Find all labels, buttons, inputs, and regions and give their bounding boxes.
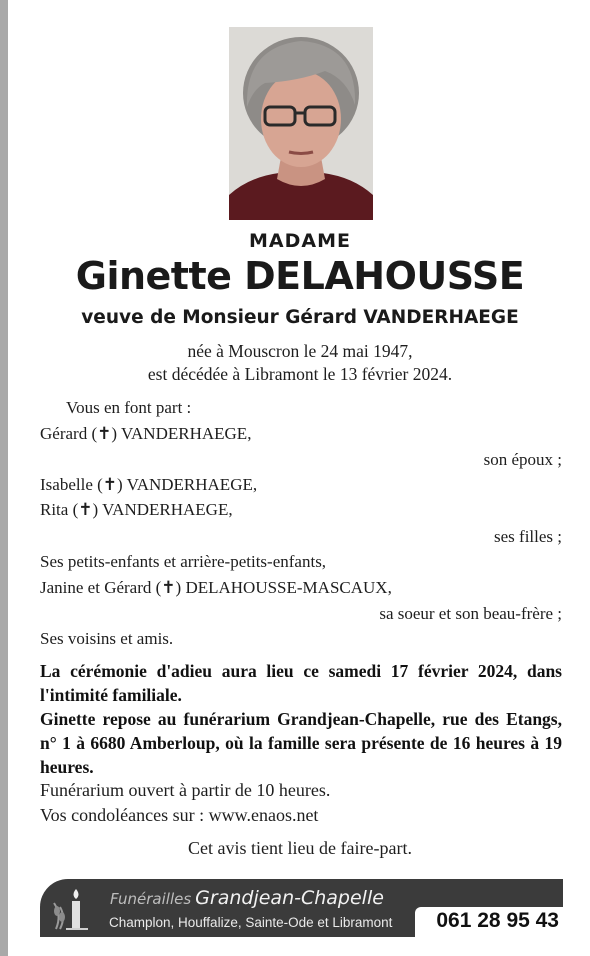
opening-hours: Funérarium ouvert à partir de 10 heures.	[40, 780, 331, 800]
widow-of: veuve de Monsieur Gérard VANDERHAEGE	[81, 307, 519, 328]
portrait-photo	[229, 27, 373, 220]
announcement-line: Gérard (✝) VANDERHAEGE,	[40, 424, 252, 443]
funerarium-paragraph: Ginette repose au funérarium Grandjean-Chapelle, rue des Etangs, n° 1 à 6680 Amberloup, où la famille sera présente de 16 heures à 19 heures.	[40, 709, 562, 777]
announcement-line: Janine et Gérard (✝) DELAHOUSSE-MASCAUX,	[40, 578, 392, 597]
announcement-line: ses filles ;	[494, 527, 562, 546]
phone-number: 061 28 95 43	[436, 909, 559, 932]
deceased-name: Ginette DELAHOUSSE	[75, 254, 525, 298]
brand-prefix: Funérailles	[110, 890, 192, 908]
announcement-intro: Vous en font part :	[66, 398, 192, 417]
announcement-line: Isabelle (✝) VANDERHAEGE,	[40, 475, 258, 494]
phone-box	[415, 907, 563, 937]
funeral-home-banner	[40, 879, 563, 937]
announcement-line: Ses voisins et amis.	[40, 629, 174, 648]
brand-locations: Champlon, Houffalize, Sainte-Ode et Libramont	[109, 915, 393, 930]
birth-line: née à Mouscron le 24 mai 1947,	[187, 341, 413, 361]
title-madame: MADAME	[249, 230, 351, 252]
announcement-line: sa soeur et son beau-frère ;	[379, 604, 562, 623]
announcement-line: son époux ;	[483, 450, 562, 469]
announcement-line: Ses petits-enfants et arrière-petits-enfants,	[40, 552, 327, 571]
brand-title: Grandjean-Chapelle	[195, 887, 384, 909]
condolences-line: Vos condoléances sur : www.enaos.net	[40, 805, 319, 825]
closing-note: Cet avis tient lieu de faire-part.	[188, 838, 412, 858]
brand-name	[110, 887, 384, 909]
candle-icon	[48, 885, 96, 933]
ceremony-paragraph: La cérémonie d'adieu aura lieu ce samedi 17 février 2024, dans l'intimité familiale.	[40, 661, 562, 705]
announcement-line: Rita (✝) VANDERHAEGE,	[40, 500, 233, 519]
side-border	[0, 0, 8, 956]
birth-death-info	[0, 340, 590, 386]
death-line: est décédée à Libramont le 13 février 2024.	[147, 364, 453, 384]
